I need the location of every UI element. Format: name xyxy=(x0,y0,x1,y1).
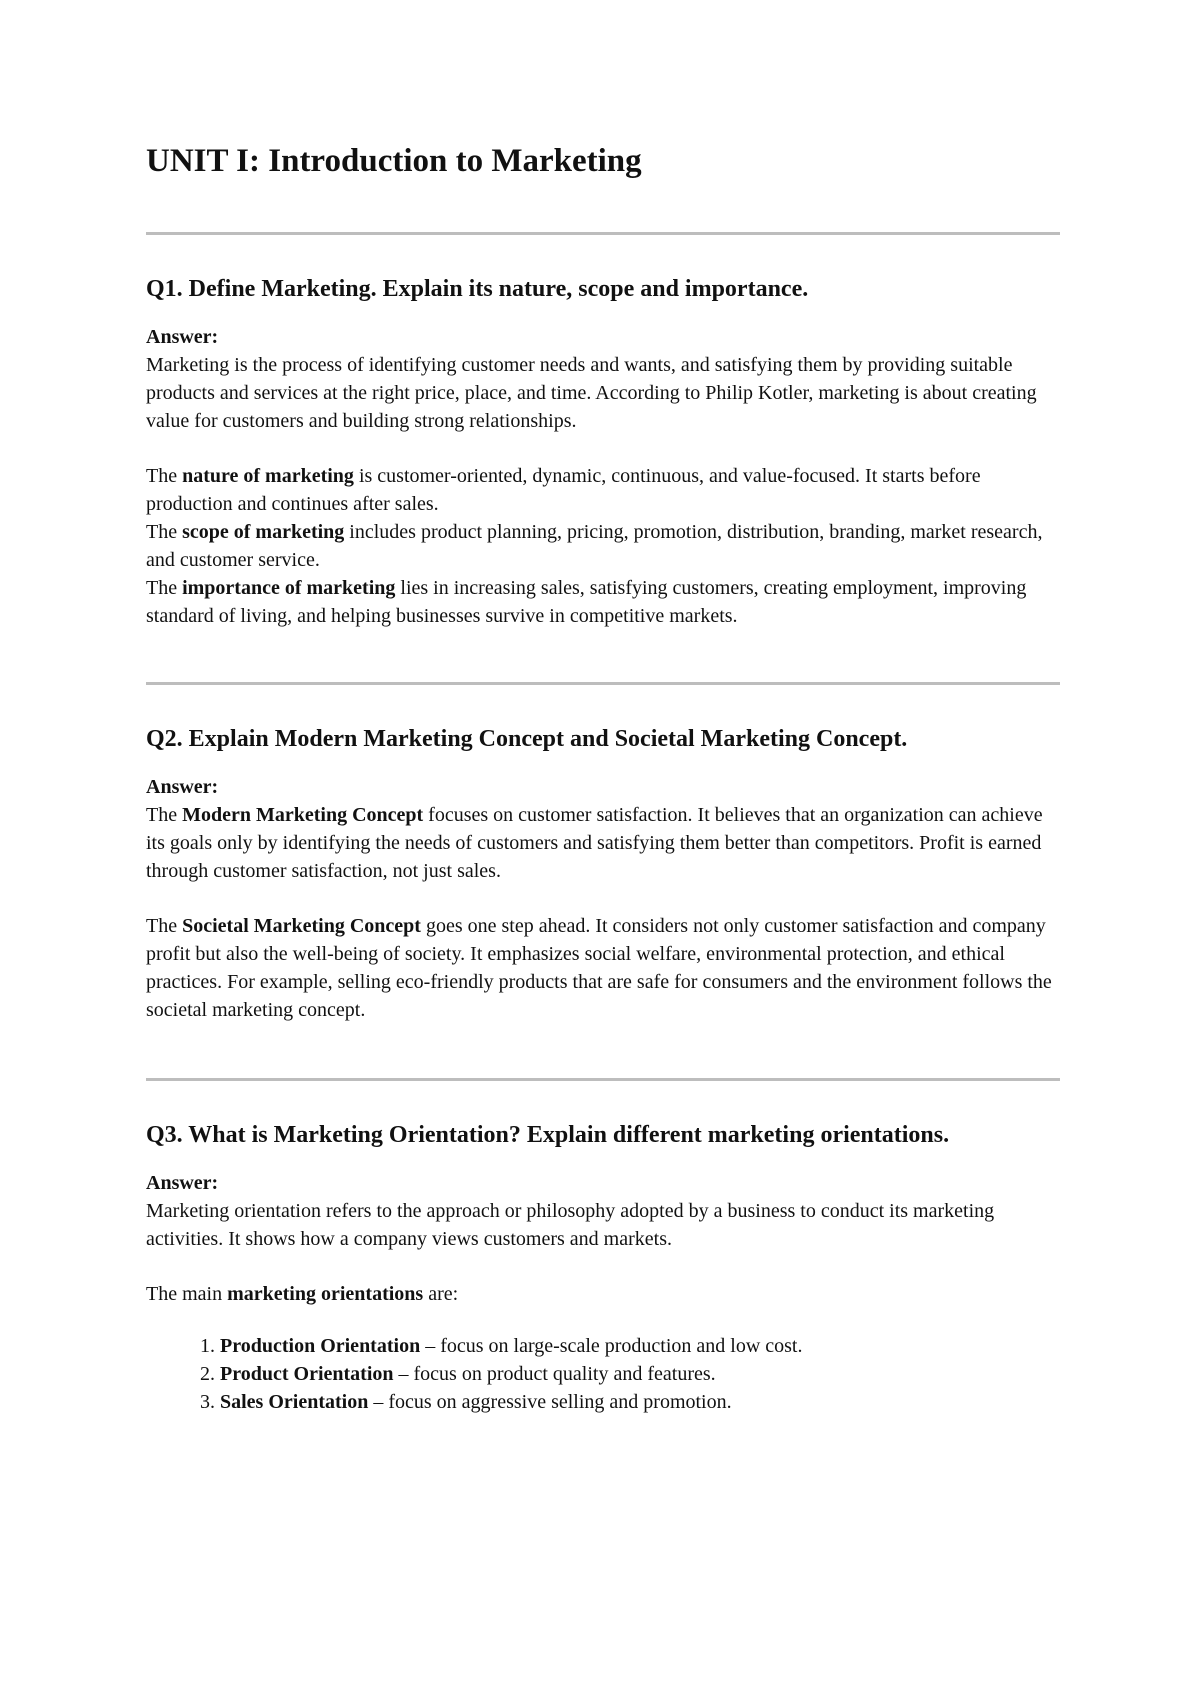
list-item-term: Product Orientation xyxy=(220,1363,394,1385)
section-divider xyxy=(146,232,1060,235)
orientations-list xyxy=(146,1332,1060,1416)
societal-prefix: The xyxy=(146,915,183,937)
document-content xyxy=(146,140,1060,1416)
list-item xyxy=(220,1332,1060,1360)
importance-prefix: The xyxy=(146,577,183,599)
importance-text: lies in increasing sales, satisfying customers, creating employment, improving standard of living, and helping businesses survive in competitive markets. xyxy=(146,577,1027,627)
nature-text: is customer-oriented, dynamic, continuous, and value-focused. It starts before production and continues after sales. xyxy=(146,465,981,515)
modern-concept-paragraph xyxy=(146,801,1060,885)
list-item xyxy=(220,1388,1060,1416)
scope-text: includes product planning, pricing, promotion, distribution, branding, market research, and customer service. xyxy=(146,521,1043,571)
modern-text: focuses on customer satisfaction. It believes that an organization can achieve its goals only by identifying the needs of customers and satisfying them better than competitors. Profit is earned through customer satisfaction, not just sales. xyxy=(146,804,1043,882)
answer-3-intro: Marketing orientation refers to the approach or philosophy adopted by a business to conduct its marketing activities. It shows how a company views customers and markets. xyxy=(146,1200,995,1250)
question-3-heading: Q3. What is Marketing Orientation? Explain different marketing orientations. xyxy=(146,1122,950,1148)
answer-3-label: Answer: xyxy=(146,1172,219,1194)
orientations-prefix: The main xyxy=(146,1283,228,1305)
modern-term: Modern Marketing Concept xyxy=(182,804,424,826)
scope-term: scope of marketing xyxy=(182,521,345,543)
nature-paragraph xyxy=(146,462,1060,518)
question-2-heading: Q2. Explain Modern Marketing Concept and Societal Marketing Concept. xyxy=(146,726,908,752)
modern-prefix: The xyxy=(146,804,183,826)
importance-term: importance of marketing xyxy=(182,577,396,599)
list-item-term: Production Orientation xyxy=(220,1335,421,1357)
orientations-suffix: are: xyxy=(423,1283,459,1305)
societal-term: Societal Marketing Concept xyxy=(182,915,421,937)
nature-prefix: The xyxy=(146,465,183,487)
scope-paragraph xyxy=(146,518,1060,574)
list-item-text: – focus on aggressive selling and promotion. xyxy=(368,1391,732,1413)
list-item-text: – focus on product quality and features. xyxy=(393,1363,716,1385)
answer-1-intro: Marketing is the process of identifying customer needs and wants, and satisfying them by providing suitable products and services at the right price, place, and time. According to Philip Kotler, marketing is about creating value for customers and building strong relationships. xyxy=(146,354,1037,432)
societal-text: goes one step ahead. It considers not only customer satisfaction and company profit but also the well-being of society. It emphasizes social welfare, environmental protection, and ethical practices. For example, selling eco-friendly products that are safe for consumers and the environment follows the societal marketing concept. xyxy=(146,915,1052,1021)
orientations-term: marketing orientations xyxy=(227,1283,424,1305)
orientations-lead xyxy=(146,1280,1060,1308)
scope-prefix: The xyxy=(146,521,183,543)
nature-term: nature of marketing xyxy=(182,465,354,487)
answer-1-label: Answer: xyxy=(146,326,219,348)
importance-paragraph xyxy=(146,574,1060,630)
section-divider xyxy=(146,682,1060,685)
page-title: UNIT I: Introduction to Marketing xyxy=(146,143,642,179)
list-item-text: – focus on large-scale production and low cost. xyxy=(420,1335,803,1357)
list-item xyxy=(220,1360,1060,1388)
section-divider xyxy=(146,1078,1060,1081)
list-item-term: Sales Orientation xyxy=(220,1391,369,1413)
societal-concept-paragraph xyxy=(146,912,1060,1024)
answer-2-label: Answer: xyxy=(146,776,219,798)
question-1-heading: Q1. Define Marketing. Explain its nature, scope and importance. xyxy=(146,276,809,302)
